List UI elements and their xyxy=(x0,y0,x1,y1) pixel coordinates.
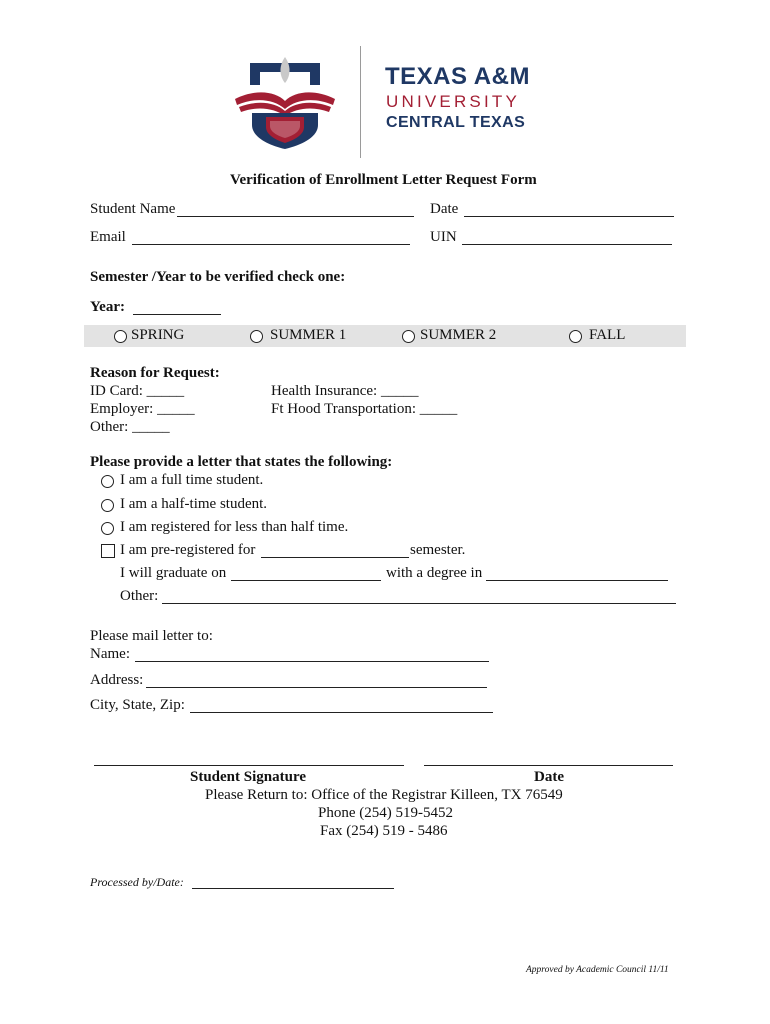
less-half-radio-icon[interactable] xyxy=(101,522,114,535)
logo-text-line3: CENTRAL TEXAS xyxy=(386,114,526,131)
graduate-degree-field[interactable] xyxy=(486,580,668,581)
email-field[interactable] xyxy=(132,244,410,245)
pre-registered-semester-field[interactable] xyxy=(261,557,409,558)
return-address: Please Return to: Office of the Registrar Killeen, TX 76549 xyxy=(205,787,563,803)
year-label: Year: xyxy=(90,299,125,315)
semester-label-fall: FALL xyxy=(589,327,626,343)
statement-graduate-text-b: with a degree in xyxy=(386,565,483,581)
summer2-radio-icon[interactable] xyxy=(402,330,415,343)
statement-pre-registered-text-a: I am pre-registered for xyxy=(120,542,256,558)
footer-note: Approved by Academic Council 11/11 xyxy=(526,965,669,975)
pre-registered-checkbox-icon[interactable] xyxy=(101,544,115,558)
summer1-radio-icon[interactable] xyxy=(250,330,263,343)
signature-field[interactable] xyxy=(94,765,404,766)
signature-date-label: Date xyxy=(534,769,564,785)
mail-city-label: City, State, Zip: xyxy=(90,697,185,713)
shield-book-emblem-icon xyxy=(230,55,340,150)
full-time-radio-icon[interactable] xyxy=(101,475,114,488)
fall-radio-icon[interactable] xyxy=(569,330,582,343)
reason-other[interactable]: Other: _____ xyxy=(90,419,170,435)
phone-line: Phone (254) 519-5452 xyxy=(318,805,453,821)
semester-label-summer2: SUMMER 2 xyxy=(420,327,497,343)
reason-ft-hood[interactable]: Ft Hood Transportation: _____ xyxy=(271,401,458,417)
mail-city-field[interactable] xyxy=(190,712,493,713)
reason-health-insurance[interactable]: Health Insurance: _____ xyxy=(271,383,419,399)
logo-divider xyxy=(360,46,361,158)
statement-half-time-text: I am a half-time student. xyxy=(120,496,268,512)
student-name-field[interactable] xyxy=(177,216,414,217)
semester-label-summer1: SUMMER 1 xyxy=(270,327,347,343)
statement-other-label: Other: xyxy=(120,588,159,604)
semester-label-spring: SPRING xyxy=(131,327,185,343)
reason-id-card[interactable]: ID Card: _____ xyxy=(90,383,185,399)
semester-heading: Semester /Year to be verified check one: xyxy=(90,269,346,285)
spring-radio-icon[interactable] xyxy=(114,330,127,343)
mail-address-field[interactable] xyxy=(146,687,487,688)
mail-name-label: Name: xyxy=(90,646,130,662)
mail-address-label: Address: xyxy=(90,672,144,688)
statement-less-half-text: I am registered for less than half time. xyxy=(120,519,349,535)
logo-text-line2: UNIVERSITY xyxy=(386,92,521,111)
mail-heading: Please mail letter to: xyxy=(90,628,213,644)
email-label: Email xyxy=(90,229,126,245)
reason-employer[interactable]: Employer: _____ xyxy=(90,401,195,417)
half-time-radio-icon[interactable] xyxy=(101,499,114,512)
processed-field[interactable] xyxy=(192,888,394,889)
signature-label: Student Signature xyxy=(190,769,307,785)
date-field[interactable] xyxy=(464,216,674,217)
university-logo xyxy=(230,55,340,150)
reason-heading: Reason for Request: xyxy=(90,365,220,381)
statement-pre-registered-text-b: semester. xyxy=(410,542,466,558)
fax-line: Fax (254) 519 - 5486 xyxy=(320,823,448,839)
uin-label: UIN xyxy=(430,229,457,245)
uin-field[interactable] xyxy=(462,244,672,245)
form-title: Verification of Enrollment Letter Request Form xyxy=(230,172,537,188)
statement-graduate-text-a: I will graduate on xyxy=(120,565,227,581)
statement-other-field[interactable] xyxy=(162,603,676,604)
graduate-date-field[interactable] xyxy=(231,580,381,581)
student-name-label: Student Name xyxy=(90,201,176,217)
logo-text-line1: TEXAS A&M xyxy=(385,63,530,90)
processed-label: Processed by/Date: xyxy=(90,875,184,889)
signature-date-field[interactable] xyxy=(424,765,673,766)
year-field[interactable] xyxy=(133,314,221,315)
statement-full-time-text: I am a full time student. xyxy=(120,472,264,488)
mail-name-field[interactable] xyxy=(135,661,489,662)
letter-heading: Please provide a letter that states the following: xyxy=(90,454,393,470)
date-label: Date xyxy=(430,201,459,217)
